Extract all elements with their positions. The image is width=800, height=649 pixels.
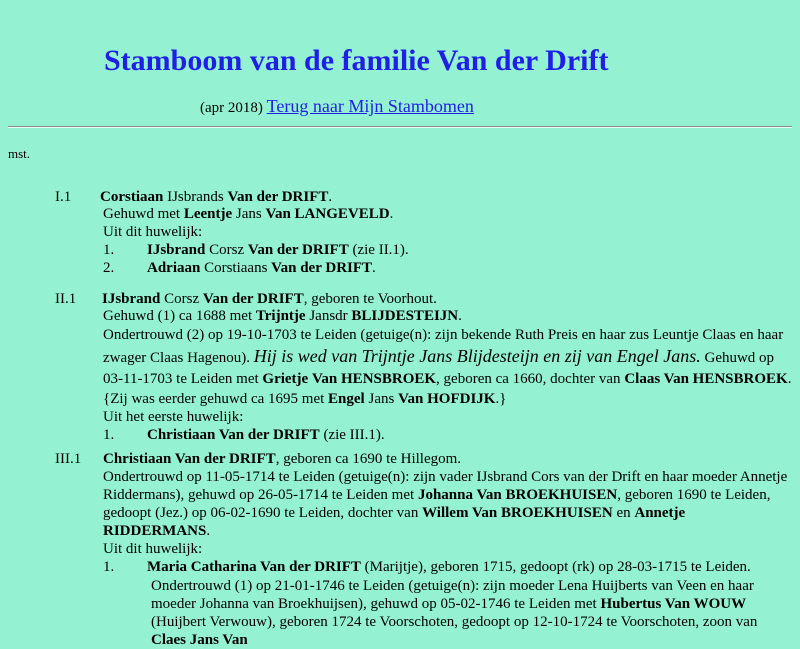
- entry-body: [103, 307, 793, 444]
- list-item: 1. IJsbrand Corsz Van der DRIFT (zie II.1).: [103, 242, 409, 258]
- entry-head: IJsbrand Corsz Van der DRIFT, geboren te Voorhout.: [102, 291, 437, 307]
- marriage-line: Gehuwd met Leentje Jans Van LANGEVELD.: [103, 206, 394, 222]
- date-note: (apr 2018): [200, 100, 263, 116]
- divider: [8, 126, 792, 128]
- entry-number: II.1: [55, 291, 77, 307]
- page-title: Stamboom van de familie Van der Drift: [104, 44, 609, 77]
- child-marriage: Ondertrouwd (1) op 21-01-1746 te Leiden (getuige(n): zijn moeder Lena Huijberts van Veen en haar moeder Johanna van Broekhuijsen), gehuwd op 05-02-1746 te Leiden met Hubertus Van WOUW (Huijbert Verwouw), geboren 1724 te Voorschoten, gedoopt op 12-10-1724 te Voorschoten, zoon van Claes Jans Van: [151, 578, 758, 648]
- entry-number: III.1: [55, 451, 82, 467]
- marriage-line: Gehuwd (1) ca 1688 met Trijntje Jansdr BLIJDESTEIJN.: [103, 308, 462, 324]
- italic-note: Hij is wed van Trijntje Jans Blijdesteijn en zij van Engel Jans.: [253, 346, 701, 366]
- entry-body: [103, 468, 793, 649]
- marriage-line: Ondertrouwd op 11-05-1714 te Leiden (getuige(n): zijn vader IJsbrand Cors van der Drift en haar moeder Annetje Riddermans), gehuwd op 26-05-1714 te Leiden met Johanna Van BROEKHUISEN, geboren 1690 te Leiden, gedoopt (Jez.) op 06-02-1690 te Leiden, dochter van Willem Van BROEKHUISEN en Annetje RIDDERMANS.: [103, 469, 788, 539]
- earlier-marriage-note: {Zij was eerder gehuwd ca 1695 met Engel Jans Van HOFDIJK.}: [103, 391, 507, 407]
- children-intro: Uit het eerste huwelijk:: [103, 409, 244, 425]
- entry-head: Christiaan Van der DRIFT, geboren ca 1690 te Hillegom.: [103, 451, 462, 467]
- head-tail: .: [328, 189, 333, 205]
- surname: Van der DRIFT: [227, 189, 329, 205]
- subtitle-line: [200, 95, 474, 119]
- entry-head: [100, 188, 332, 206]
- entry-number: I.1: [55, 189, 72, 205]
- list-item: 1. Christiaan Van der DRIFT (zie III.1).: [103, 427, 385, 443]
- back-link[interactable]: Terug naar Mijn Stambomen: [266, 96, 474, 116]
- children-intro: Uit dit huwelijk:: [103, 541, 203, 557]
- note-text: mst.: [8, 146, 31, 161]
- patronym: IJsbrands: [167, 189, 224, 205]
- marriage-line-2: Ondertrouwd (2) op 19-10-1703 te Leiden (getuige(n): zijn bekende Ruth Preis en haar zus Leuntje Claas en haar zwager Claas Hagenou). Hij is wed van Trijntje Jans Blijdesteijn en zij van Engel Jans. Gehuwd op 03-11-1703 te Leiden met Grietje Van HENSBROEK, geboren ca 1660, dochter van Claas Van HENSBROEK.: [103, 327, 792, 387]
- entry-body: [103, 205, 793, 277]
- given-name: Corstiaan: [100, 189, 164, 205]
- children-intro: Uit dit huwelijk:: [103, 224, 203, 240]
- list-item: 1. Maria Catharina Van der DRIFT (Marijtje), geboren 1715, gedoopt (rk) op 28-03-1715 te Leiden. Ondertrouwd (1) op 21-01-1746 te Leiden (getuige(n): zijn moeder Lena Huijberts van Veen en haar moeder Johanna van Broekhuijsen), gehuwd op 05-02-1746 te Leiden met Hubertus Van WOUW (Huijbert Verwouw), geboren 1724 te Voorschoten, gedoopt op 12-10-1724 te Voorschoten, zoon van Claes Jans Van: [103, 558, 793, 649]
- list-item: 2. Adriaan Corstiaans Van der DRIFT.: [103, 260, 376, 276]
